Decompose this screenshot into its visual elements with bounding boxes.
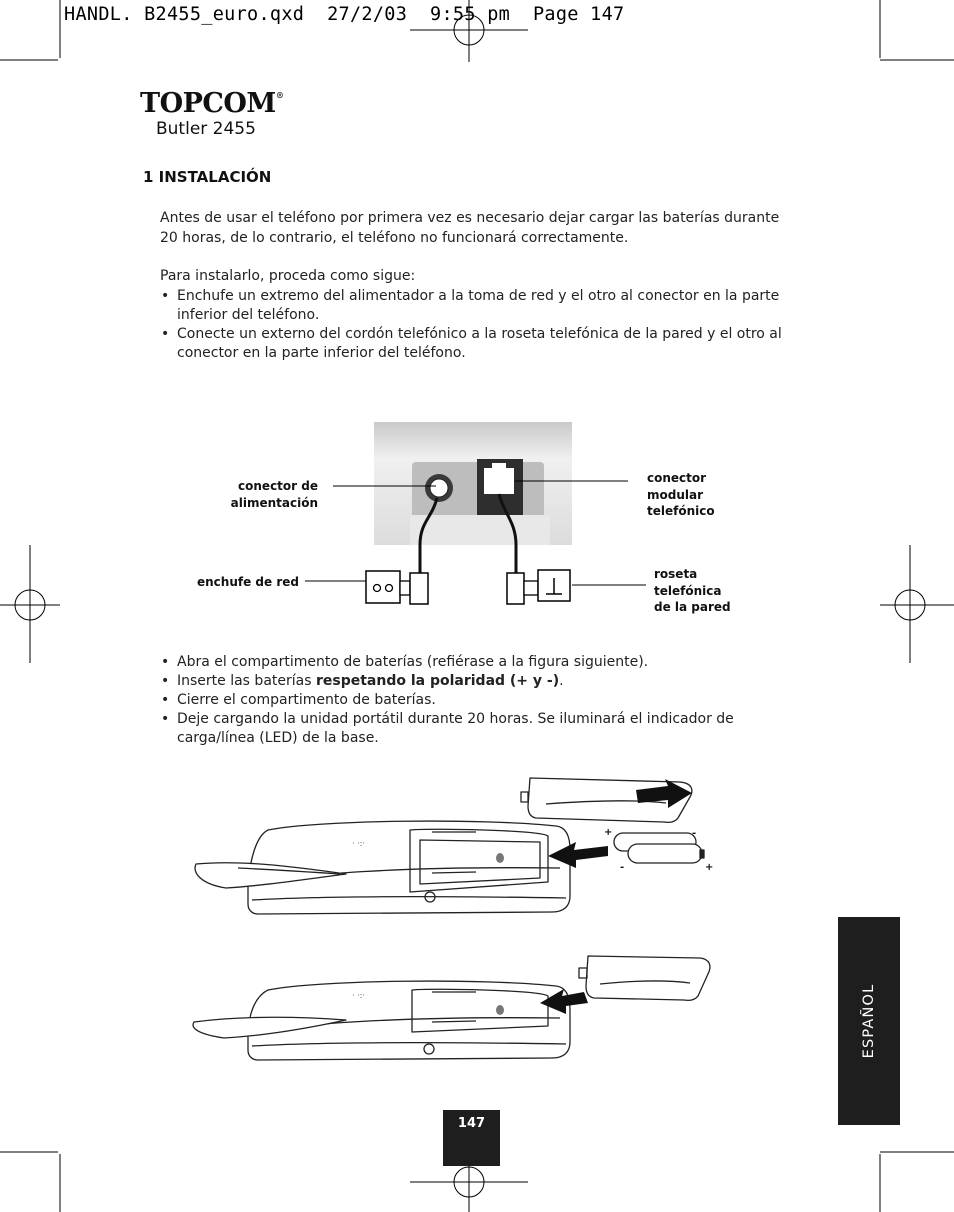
polarity-minus: - [692,828,697,839]
battery-terminal [700,850,704,858]
list-item: • Conecte un externo del cordón telefónico a la roseta telefónica de la pared y el otro al conector en la parte inferior del teléfono. [160,325,782,363]
label-line: conector [647,471,707,485]
model-name: Butler 2455 [156,119,256,139]
page-number: 147 [443,1110,500,1166]
insert-suffix: . [559,673,564,689]
label-line: modular [647,487,704,502]
label-line: telefónica [654,583,722,598]
list-item: • Cierre el compartimento de baterías. [160,691,782,710]
logo-text: TOPCOM [140,88,276,119]
battery-cover [528,778,692,822]
svg-text:· ·:·: · ·:· [352,991,365,1000]
contact-icon [496,853,504,863]
polarity-plus: + [705,862,714,873]
label-mains-plug: enchufe de red [197,575,299,589]
cover-tab [521,792,528,802]
battery-cell [628,844,702,863]
polarity-emphasis: respetando la polaridad (+ y -) [315,673,560,689]
label-line: roseta [654,567,698,581]
label-line: de la pared [654,600,731,614]
svg-text:· ·:·: · ·:· [352,839,365,848]
list-item: • Abra el compartimento de baterías (refiérase a la figura siguiente). [160,653,782,672]
list-item: • Enchufe un extremo del alimentador a la toma de red y el otro al conector en la parte inferior del teléfono. [160,287,782,325]
polarity-plus: + [604,827,613,838]
printer-slug: HANDL. B2455_euro.qxd 27/2/03 9:55 pm Page 147 [64,4,625,25]
contact-icon [496,1005,504,1015]
language-tab [838,917,900,1125]
polarity-minus: - [620,862,625,873]
label-line: telefónico [647,504,715,518]
registered-mark: ® [275,90,284,100]
cover-tab [579,968,587,978]
label-line: conector de [238,479,318,493]
insert-text: Inserte las baterías [177,673,316,689]
procedure-paragraph: Para instalarlo, proceda como sigue: [160,268,416,284]
intro-paragraph: Antes de usar el teléfono por primera vez es necesario dejar cargar las baterías durante 20 horas, de lo contrario, el teléfono no funcionará correctamente. [160,210,780,246]
language-tab-label: ESPAÑOL [861,983,877,1059]
battery-cover [586,956,710,1000]
label-line: alimentación [230,495,318,510]
list-item: • Deje cargando la unidad portátil durante 20 horas. Se iluminará el indicador de carga/línea (LED) de la base. [160,710,782,748]
section-heading: 1 INSTALACIÓN [143,168,272,186]
